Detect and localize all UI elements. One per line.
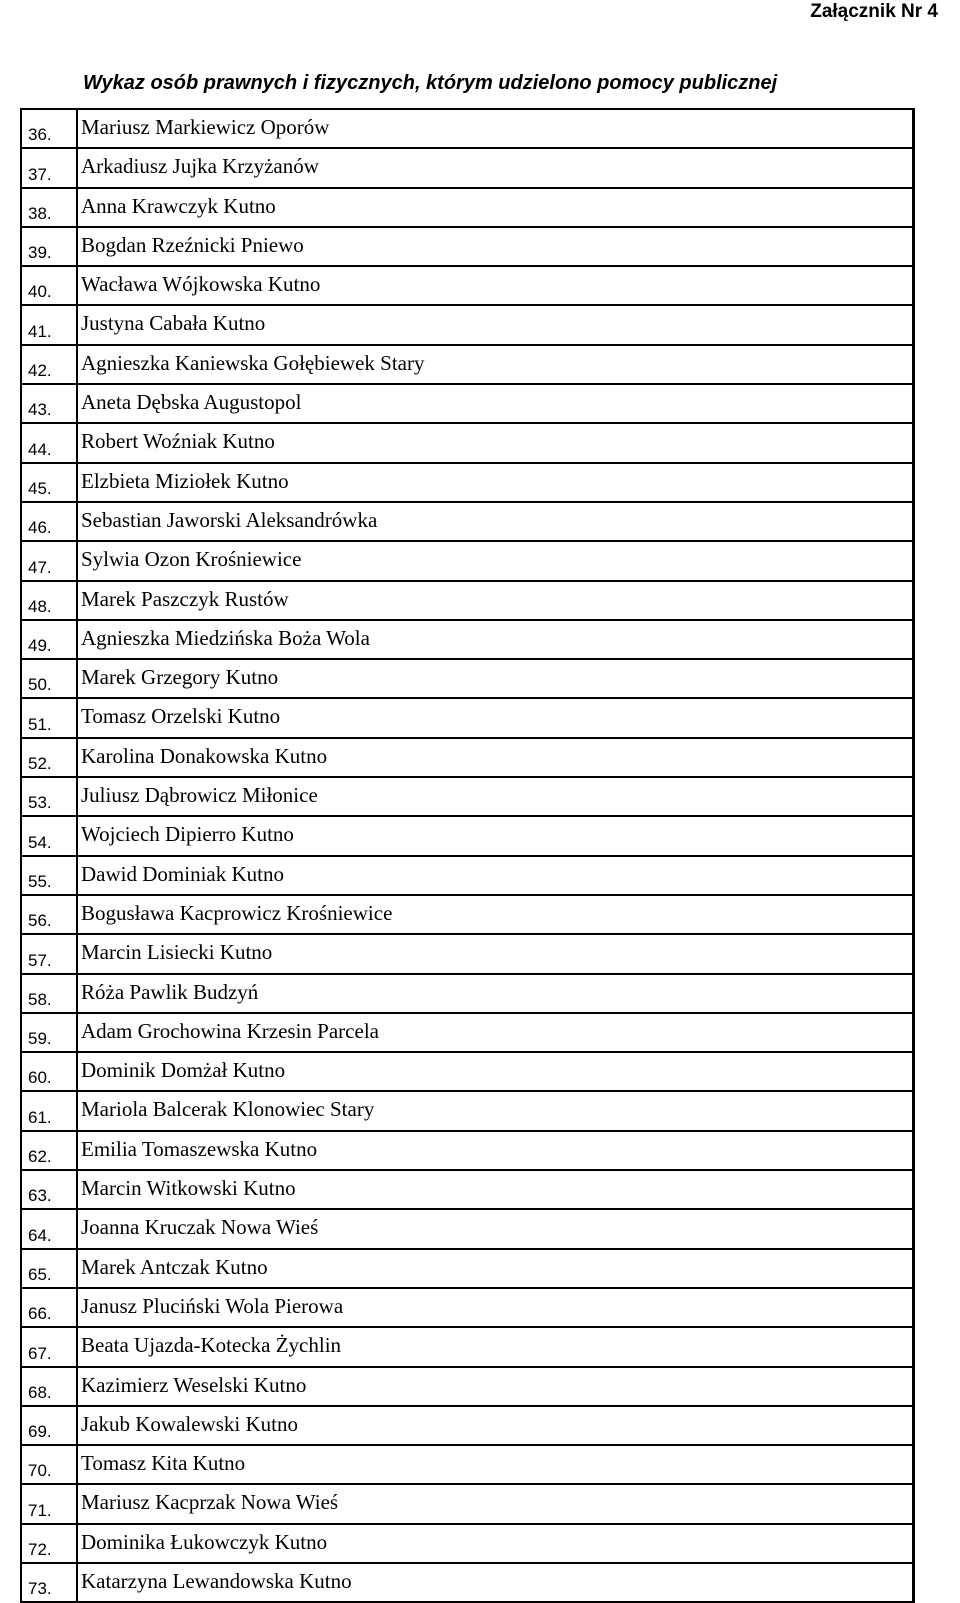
- row-number: 53.: [22, 778, 78, 815]
- table-row: [22, 1289, 912, 1328]
- row-number: 63.: [22, 1171, 78, 1208]
- recipient-name: Kazimierz Weselski Kutno: [81, 1372, 307, 1397]
- recipient-name: Aneta Dębska Augustopol: [81, 390, 302, 415]
- recipient-name: Beata Ujazda-Kotecka Żychlin: [81, 1333, 342, 1358]
- table-row: [22, 1210, 912, 1249]
- document-title: Wykaz osób prawnych i fizycznych, którym udzielono pomocy publicznej: [83, 72, 778, 94]
- recipient-name: Agnieszka Kaniewska Gołębiewek Stary: [81, 350, 425, 375]
- recipient-name: Robert Woźniak Kutno: [81, 429, 275, 454]
- row-number: 66.: [22, 1289, 78, 1326]
- row-number: 56.: [22, 896, 78, 933]
- table-row: [22, 464, 912, 503]
- recipients-table: [20, 108, 915, 1603]
- table-row: [22, 1446, 912, 1485]
- recipient-name: Mariusz Kacprzak Nowa Wieś: [81, 1490, 339, 1515]
- recipient-name: Sebastian Jaworski Aleksandrówka: [81, 507, 378, 532]
- row-number: 65.: [22, 1250, 78, 1287]
- row-number: 43.: [22, 385, 78, 422]
- recipient-name: Bogdan Rzeźnicki Pniewo: [81, 232, 304, 257]
- recipient-name: Bogusława Kacprowicz Krośniewice: [81, 900, 393, 925]
- row-number: 72.: [22, 1525, 78, 1562]
- recipient-name: Juliusz Dąbrowicz Miłonice: [81, 783, 318, 808]
- row-number: 47.: [22, 542, 78, 579]
- row-number: 37.: [22, 149, 78, 186]
- recipient-name: Tomasz Orzelski Kutno: [81, 704, 281, 729]
- table-row: [22, 1014, 912, 1053]
- recipient-name: Marek Paszczyk Rustów: [81, 586, 289, 611]
- row-number: 49.: [22, 621, 78, 658]
- row-number: 55.: [22, 857, 78, 894]
- row-number: 67.: [22, 1328, 78, 1365]
- table-row: [22, 1053, 912, 1092]
- recipient-name: Agnieszka Miedzińska Boża Wola: [81, 625, 370, 650]
- table-row: [22, 935, 912, 974]
- table-row: [22, 1368, 912, 1407]
- row-number: 52.: [22, 739, 78, 776]
- table-row: [22, 306, 912, 345]
- recipient-name: Mariusz Markiewicz Oporów: [81, 115, 330, 139]
- recipient-name: Wacława Wójkowska Kutno: [81, 272, 321, 297]
- row-number: 59.: [22, 1014, 78, 1051]
- row-number: 73.: [22, 1564, 78, 1601]
- row-number: 45.: [22, 464, 78, 501]
- table-row: [22, 857, 912, 896]
- row-number: 41.: [22, 306, 78, 343]
- row-number: 57.: [22, 935, 78, 972]
- row-number: 60.: [22, 1053, 78, 1090]
- row-number: 58.: [22, 975, 78, 1012]
- recipient-name: Adam Grochowina Krzesin Parcela: [81, 1018, 379, 1043]
- row-number: 46.: [22, 503, 78, 540]
- recipient-name: Emilia Tomaszewska Kutno: [81, 1136, 318, 1161]
- row-number: 50.: [22, 660, 78, 697]
- table-row: [22, 503, 912, 542]
- table-row: [22, 1092, 912, 1131]
- recipient-name: Marek Grzegory Kutno: [81, 665, 279, 690]
- recipient-name: Marcin Lisiecki Kutno: [81, 940, 273, 965]
- row-number: 62.: [22, 1132, 78, 1169]
- table-row: [22, 149, 912, 188]
- table-row: [22, 1485, 912, 1524]
- table-row: [22, 1171, 912, 1210]
- table-row: [22, 189, 912, 228]
- row-number: 48.: [22, 582, 78, 619]
- recipient-name: Jakub Kowalewski Kutno: [81, 1411, 298, 1436]
- table-row: [22, 817, 912, 856]
- table-row: [22, 778, 912, 817]
- table-row: [22, 660, 912, 699]
- row-number: 70.: [22, 1446, 78, 1483]
- table-row: [22, 1132, 912, 1171]
- recipient-name: Mariola Balcerak Klonowiec Stary: [81, 1097, 375, 1122]
- table-row: [22, 424, 912, 463]
- table-row: [22, 385, 912, 424]
- table-row: [22, 975, 912, 1014]
- recipient-name: Elzbieta Miziołek Kutno: [81, 468, 289, 493]
- table-row: [22, 582, 912, 621]
- table-row: [22, 1564, 912, 1603]
- row-number: 40.: [22, 267, 78, 304]
- row-number: 68.: [22, 1368, 78, 1405]
- recipient-name: Wojciech Dipierro Kutno: [81, 822, 294, 847]
- table-row: [22, 542, 912, 581]
- recipient-name: Anna Krawczyk Kutno: [81, 193, 276, 218]
- recipient-name: Justyna Cabała Kutno: [81, 311, 266, 336]
- table-row: [22, 621, 912, 660]
- row-number: 54.: [22, 817, 78, 854]
- row-number: 51.: [22, 699, 78, 736]
- table-row: [22, 1525, 912, 1564]
- row-number: 39.: [22, 228, 78, 265]
- table-row: [22, 699, 912, 738]
- recipient-name: Katarzyna Lewandowska Kutno: [81, 1568, 352, 1593]
- table-row: [22, 739, 912, 778]
- table-row: [22, 228, 912, 267]
- row-number: 69.: [22, 1407, 78, 1444]
- row-number: 36.: [22, 110, 78, 147]
- annex-label: Załącznik Nr 4: [810, 1, 938, 22]
- recipient-name: Róża Pawlik Budzyń: [81, 979, 259, 1004]
- recipient-name: Sylwia Ozon Krośniewice: [81, 547, 302, 572]
- table-row: [22, 1407, 912, 1446]
- recipient-name: Dominik Domżał Kutno: [81, 1058, 286, 1083]
- table-row: [22, 1250, 912, 1289]
- recipient-name: Arkadiusz Jujka Krzyżanów: [81, 154, 319, 179]
- table-row: [22, 1328, 912, 1367]
- table-row: [22, 110, 912, 149]
- recipient-name: Janusz Pluciński Wola Pierowa: [81, 1293, 344, 1318]
- recipient-name: Joanna Kruczak Nowa Wieś: [81, 1215, 319, 1240]
- row-number: 61.: [22, 1092, 78, 1129]
- recipient-name: Marek Antczak Kutno: [81, 1254, 268, 1279]
- row-number: 71.: [22, 1485, 78, 1522]
- recipient-name: Dawid Dominiak Kutno: [81, 861, 284, 886]
- recipient-name: Karolina Donakowska Kutno: [81, 743, 328, 768]
- row-number: 44.: [22, 424, 78, 461]
- row-number: 42.: [22, 346, 78, 383]
- table-row: [22, 896, 912, 935]
- row-number: 64.: [22, 1210, 78, 1247]
- recipient-name: Tomasz Kita Kutno: [81, 1451, 246, 1476]
- table-row: [22, 267, 912, 306]
- recipient-name: Dominika Łukowczyk Kutno: [81, 1529, 328, 1554]
- row-number: 38.: [22, 189, 78, 226]
- recipient-name: Marcin Witkowski Kutno: [81, 1176, 296, 1201]
- table-row: [22, 346, 912, 385]
